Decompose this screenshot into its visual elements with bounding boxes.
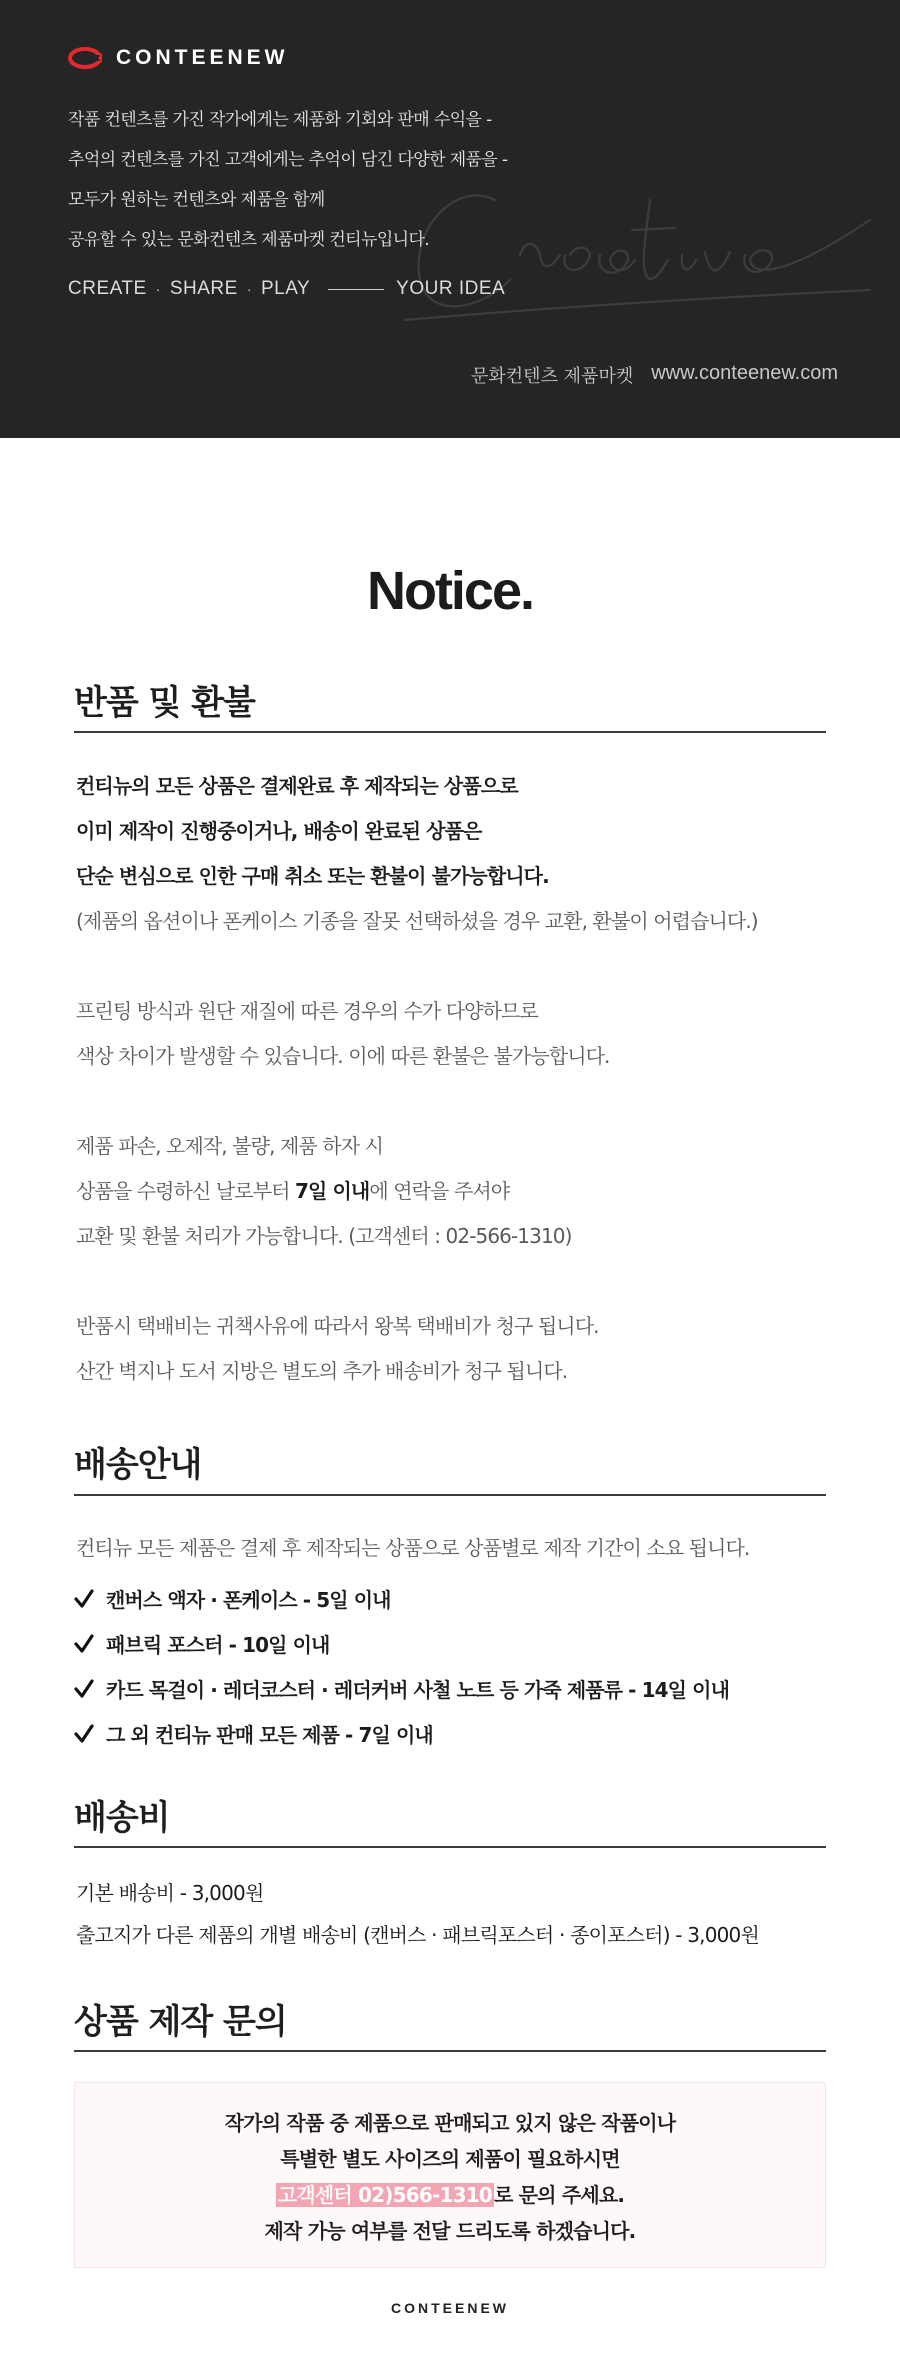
inquiry-box	[74, 2082, 826, 2268]
shipping-cost-list	[76, 1872, 759, 1956]
intro-line: 추억의 컨텐츠를 가진 고객에게는 추억이 담긴 다양한 제품을 -	[68, 150, 508, 170]
delivery-period-list	[74, 1576, 729, 1756]
inquiry-line: 특별한 별도 사이즈의 제품이 필요하시면	[280, 2147, 620, 2171]
brand-name: CONTEENEW	[116, 46, 289, 69]
returns-bold-line: 이미 제작이 진행중이거나, 배송이 완료된 상품은	[76, 819, 482, 843]
defect-notice	[76, 1124, 572, 1259]
brand-intro	[68, 100, 508, 260]
returns-bold-line: 단순 변심으로 인한 구매 취소 또는 환불이 불가능합니다.	[76, 864, 549, 888]
section-divider	[74, 731, 826, 733]
return-shipping-line: 산간 벽지나 도서 지방은 별도의 추가 배송비가 청구 됩니다.	[76, 1359, 568, 1383]
website-link[interactable]: www.conteenew.com	[651, 362, 838, 384]
slogan-separator: ·	[155, 281, 161, 297]
defect-line	[76, 1169, 572, 1214]
printing-line: 프린팅 방식과 원단 재질에 따른 경우의 수가 다양하므로	[76, 999, 538, 1023]
check-icon	[74, 1679, 94, 1699]
delivery-intro	[76, 1526, 749, 1571]
slogan-create: CREATE	[68, 278, 147, 299]
inquiry-line	[75, 2177, 825, 2213]
section-divider	[74, 2050, 826, 2052]
printing-line: 색상 차이가 발생할 수 있습니다. 이에 따른 환불은 불가능합니다.	[76, 1044, 610, 1068]
market-label: 문화컨텐츠 제품마켓	[471, 366, 634, 387]
market-info	[471, 362, 838, 388]
brand-header	[0, 0, 900, 438]
inquiry-line-text: 로 문의 주세요.	[493, 2183, 625, 2207]
defect-line: 제품 파손, 오제작, 불량, 제품 하자 시	[76, 1134, 383, 1158]
defect-line: 교환 및 환불 처리가 가능합니다. (고객센터 : 02-566-1310)	[76, 1224, 572, 1248]
return-shipping-line: 반품시 택배비는 귀책사유에 따라서 왕복 택배비가 청구 됩니다.	[76, 1314, 599, 1338]
defect-line-text: 상품을 수령하신 날로부터	[76, 1179, 295, 1203]
slogan-separator: ·	[246, 281, 252, 297]
slogan-play: PLAY	[260, 278, 311, 299]
printing-notice	[76, 989, 610, 1079]
slogan-share: SHARE	[169, 278, 238, 299]
notice-title: Notice.	[366, 561, 534, 621]
list-item	[74, 1666, 729, 1711]
shipping-cost-line: 기본 배송비 - 3,000원	[76, 1881, 264, 1905]
delivery-item-label: 패브릭 포스터 - 10일 이내	[106, 1633, 330, 1657]
delivery-item-label: 캔버스 액자 · 폰케이스 - 5일 이내	[106, 1588, 391, 1612]
returns-note: (제품의 옵션이나 폰케이스 기종을 잘못 선택하셨을 경우 교환, 환불이 어렵습니다.)	[76, 909, 758, 933]
delivery-item-label: 카드 목걸이 · 레더코스터 · 레더커버 사철 노트 등 가죽 제품류 - 14일 이내	[106, 1678, 729, 1702]
delivery-intro-line: 컨티뉴 모든 제품은 결제 후 제작되는 상품으로 상품별로 제작 기간이 소요 됩니다.	[76, 1536, 750, 1560]
list-item	[74, 1711, 729, 1756]
footer-brand: CONTEENEW	[391, 2300, 509, 2316]
intro-line: 작품 컨텐츠를 가진 작가에게는 제품화 기회와 판매 수익을 -	[68, 110, 492, 130]
list-item	[74, 1576, 729, 1621]
brand-logo	[68, 46, 289, 70]
brand-slogan	[68, 278, 505, 300]
section-divider	[74, 1494, 826, 1496]
inquiry-line: 제작 가능 여부를 전달 드리도록 하겠습니다.	[264, 2219, 636, 2243]
list-item	[74, 1621, 729, 1666]
inquiry-section-title: 상품 제작 문의	[74, 2002, 287, 2042]
delivery-item-label: 그 외 컨티뉴 판매 모든 제품 - 7일 이내	[106, 1723, 433, 1747]
customer-center-phone[interactable]: 고객센터 02)566-1310	[277, 2183, 492, 2207]
inquiry-line: 작가의 작품 중 제품으로 판매되고 있지 않은 작품이나	[224, 2111, 676, 2135]
section-divider	[74, 1846, 826, 1848]
defect-deadline: 7일 이내	[295, 1179, 370, 1203]
shipping-cost-section-title: 배송비	[74, 1798, 170, 1838]
delivery-section-title: 배송안내	[74, 1445, 202, 1485]
slogan-divider	[328, 289, 384, 290]
check-icon	[74, 1634, 94, 1654]
defect-line-text: 에 연락을 주셔야	[369, 1179, 510, 1203]
check-icon	[74, 1589, 94, 1609]
shipping-cost-line: 출고지가 다른 제품의 개별 배송비 (캔버스 · 패브릭포스터 · 종이포스터) - 3,000원	[76, 1923, 760, 1947]
return-shipping-notice	[76, 1304, 599, 1394]
returns-option-note	[76, 899, 758, 944]
slogan-your-idea: YOUR IDEA	[396, 278, 506, 299]
returns-section-title: 반품 및 환불	[74, 683, 255, 723]
check-icon	[74, 1724, 94, 1744]
returns-bold-line: 컨티뉴의 모든 상품은 결제완료 후 제작되는 상품으로	[76, 774, 518, 798]
returns-policy-bold	[76, 764, 549, 899]
conteenew-logo-icon	[68, 47, 102, 69]
intro-line: 모두가 원하는 컨텐츠와 제품을 함께	[68, 190, 325, 210]
intro-line: 공유할 수 있는 문화컨텐츠 제품마켓 컨티뉴입니다.	[68, 230, 430, 250]
